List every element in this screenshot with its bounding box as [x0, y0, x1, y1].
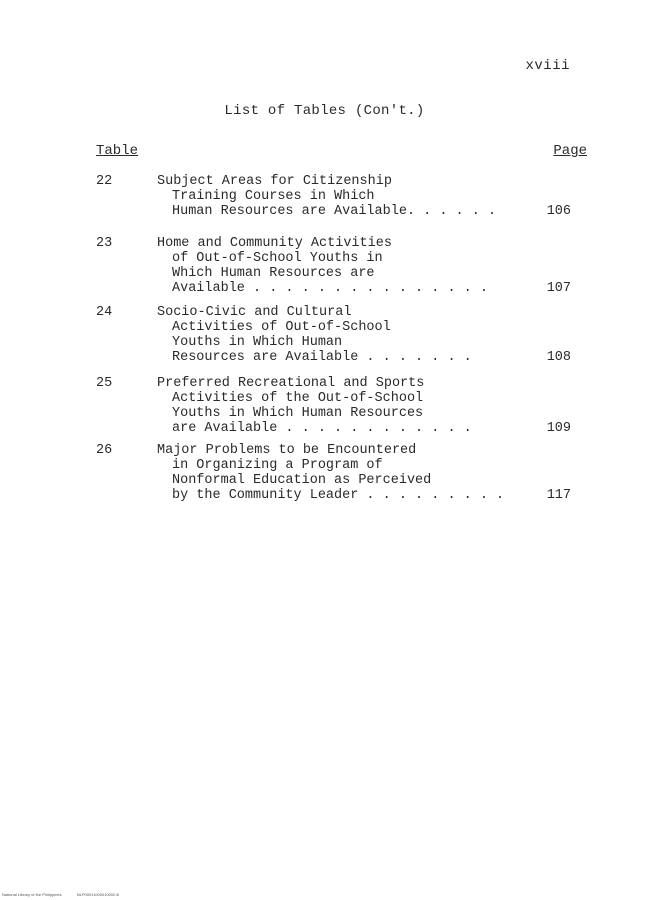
table-title-line: Resources are Available . . . . . . . [172, 350, 472, 365]
table-title-line: Activities of Out-of-School [172, 320, 391, 335]
table-title-line: in Organizing a Program of [172, 458, 383, 473]
table-title [157, 174, 523, 219]
table-number: 25 [96, 376, 113, 391]
page-reference: 108 [546, 350, 571, 365]
table-title-line: Preferred Recreational and Sports [157, 376, 425, 391]
table-title-line: are Available . . . . . . . . . . . . [172, 421, 472, 436]
table-column-heading: Table [96, 143, 139, 159]
page-title: List of Tables (Con't.) [224, 103, 425, 119]
table-title-line: of Out-of-School Youths in [172, 251, 383, 266]
table-title-line: Nonformal Education as Perceived [172, 473, 432, 488]
table-title-line: Socio-Civic and Cultural [157, 305, 352, 320]
table-entry [0, 236, 649, 305]
table-entry [0, 443, 649, 513]
table-entry [0, 376, 649, 443]
table-title-line: Youths in Which Human [172, 335, 343, 350]
page-reference: 107 [546, 281, 571, 296]
table-title-line: Activities of the Out-of-School [172, 391, 424, 406]
page-number: xviii [525, 58, 570, 74]
table-title [157, 376, 523, 436]
table-title [157, 305, 523, 365]
table-title-line: Subject Areas for Citizenship [157, 174, 392, 189]
table-number: 26 [96, 443, 113, 458]
table-title [157, 236, 523, 296]
page-column-heading: Page [553, 143, 587, 159]
scan-footer [2, 892, 133, 897]
scan-code: NLP00011000010000 iii [76, 892, 120, 897]
page-reference: 109 [546, 421, 571, 436]
table-title-line: Human Resources are Available. . . . . . [172, 204, 497, 219]
table-entry [0, 305, 649, 376]
table-title-line: Which Human Resources are [172, 266, 375, 281]
table-title-line: Youths in Which Human Resources [172, 406, 424, 421]
library-credit: National Library of the Philippines [2, 892, 62, 897]
table-title-line: Major Problems to be Encountered [157, 443, 417, 458]
table-title-line: Available . . . . . . . . . . . . . . . [172, 281, 488, 296]
table-title-line: Training Courses in Which [172, 189, 375, 204]
table-list [0, 174, 649, 513]
table-title [157, 443, 523, 503]
table-number: 22 [96, 174, 113, 189]
page-reference: 117 [546, 488, 571, 503]
table-title-line: Home and Community Activities [157, 236, 392, 251]
table-number: 23 [96, 236, 113, 251]
table-entry [0, 174, 649, 236]
table-title-line: by the Community Leader . . . . . . . . . [172, 488, 505, 503]
page-reference: 106 [546, 204, 571, 219]
table-number: 24 [96, 305, 113, 320]
